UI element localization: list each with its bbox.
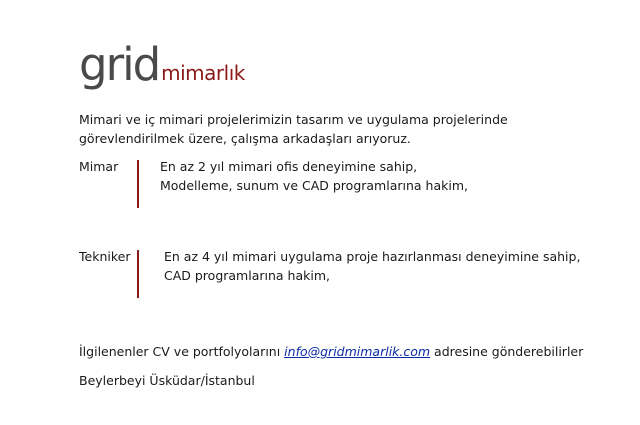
contact-prefix: İlgilenenler CV ve portfolyolarını: [79, 344, 285, 359]
intro-line-1: Mimari ve iç mimari projelerimizin tasarım ve uygulama projelerinde: [79, 112, 508, 127]
intro-paragraph: [79, 110, 508, 148]
intro-line-2: görevlendirilmek üzere, çalışma arkadaşları arıyoruz.: [79, 131, 411, 146]
role-divider-tekniker: [137, 250, 139, 298]
contact-line: [79, 342, 583, 361]
contact-suffix: adresine gönderebilirler: [430, 344, 584, 359]
email-link[interactable]: info@gridmimarlik.com: [284, 344, 431, 359]
role-divider-mimar: [137, 160, 139, 208]
role-label-tekniker: Tekniker: [79, 249, 131, 264]
logo-grid-text: grid: [79, 38, 160, 91]
role-label-mimar: Mimar: [79, 159, 119, 174]
address-line: Beylerbeyi Üsküdar/İstanbul: [79, 373, 255, 388]
role-requirements-mimar: [160, 157, 468, 195]
requirement-line: Modelleme, sunum ve CAD programlarına hakim,: [160, 178, 468, 193]
requirement-line: En az 2 yıl mimari ofis deneyimine sahip,: [160, 159, 418, 174]
requirement-line: CAD programlarına hakim,: [164, 268, 330, 283]
requirement-line: En az 4 yıl mimari uygulama proje hazırlanması deneyimine sahip,: [164, 249, 581, 264]
company-logo: [79, 40, 245, 90]
logo-mimarlik-text: mimarlık: [161, 61, 245, 85]
role-requirements-tekniker: [164, 247, 580, 285]
